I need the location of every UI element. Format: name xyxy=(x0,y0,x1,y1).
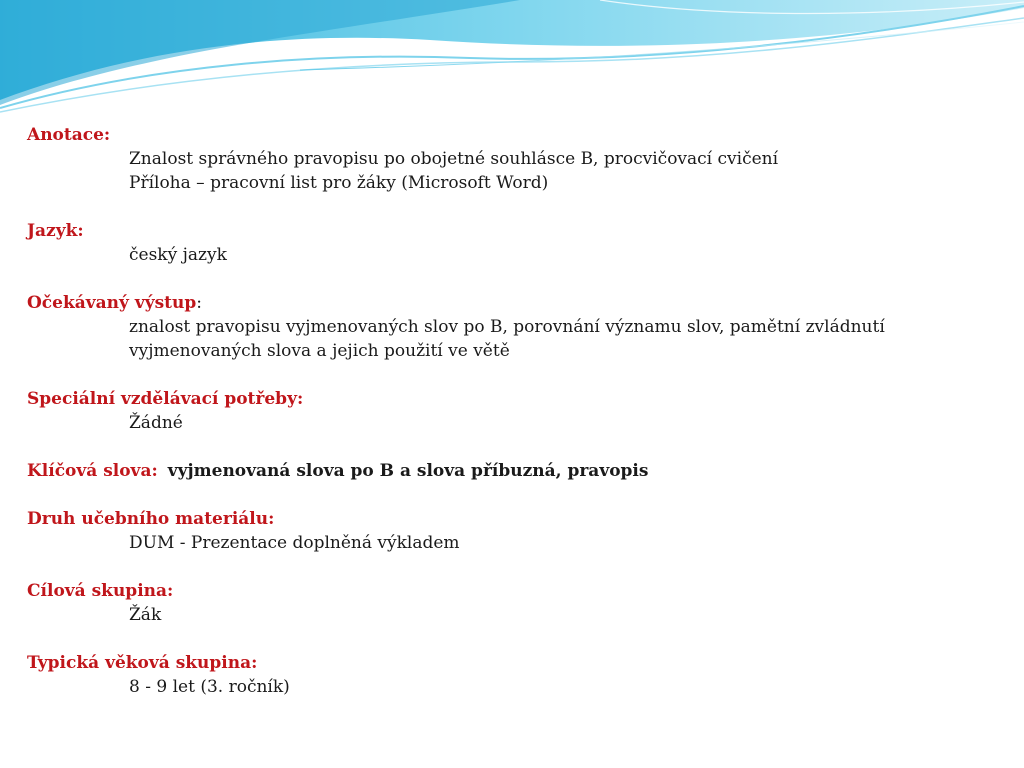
section-inline-value: vyjmenovaná slova po B a slova příbuzná, pravopis xyxy=(167,461,649,481)
section-line: vyjmenovaných slova a jejich použití ve větě xyxy=(129,341,510,361)
section-line: 8 - 9 let (3. ročník) xyxy=(129,677,290,697)
section-line: Znalost správného pravopisu po obojetné souhlásce B, procvičovací cvičení xyxy=(129,149,779,169)
section-heading: Druh učebního materiálu: xyxy=(27,509,275,529)
section-line: znalost pravopisu vyjmenovaných slov po B, porovnání významu slov, pamětní zvládnutí xyxy=(129,317,885,337)
section-heading-row xyxy=(27,291,987,315)
section-heading: Speciální vzdělávací potřeby: xyxy=(27,389,304,409)
section-heading: Jazyk: xyxy=(27,221,84,241)
document-body xyxy=(27,123,987,723)
section-line: český jazyk xyxy=(129,245,227,265)
section-cilova-skupina xyxy=(27,579,987,627)
section-line: Příloha – pracovní list pro žáky (Microsoft Word) xyxy=(129,173,549,193)
header-wave-decoration xyxy=(0,0,1024,130)
section-line: DUM - Prezentace doplněná výkladem xyxy=(129,533,460,553)
section-heading: Typická věková skupina: xyxy=(27,653,258,673)
section-druh-materialu xyxy=(27,507,987,555)
section-heading: Anotace: xyxy=(27,125,111,145)
section-anotace xyxy=(27,123,987,195)
section-klicova-slova xyxy=(27,459,987,483)
section-line: Žádné xyxy=(129,413,183,433)
section-jazyk xyxy=(27,219,987,267)
section-ocekavany-vystup xyxy=(27,291,987,363)
section-heading: Klíčová slova: xyxy=(27,461,158,481)
heading-colon: : xyxy=(196,293,202,313)
section-heading: Očekávaný výstup xyxy=(27,293,197,313)
section-line: Žák xyxy=(129,605,162,625)
section-specialni-potreby xyxy=(27,387,987,435)
section-heading: Cílová skupina: xyxy=(27,581,174,601)
section-vekova-skupina xyxy=(27,651,987,699)
